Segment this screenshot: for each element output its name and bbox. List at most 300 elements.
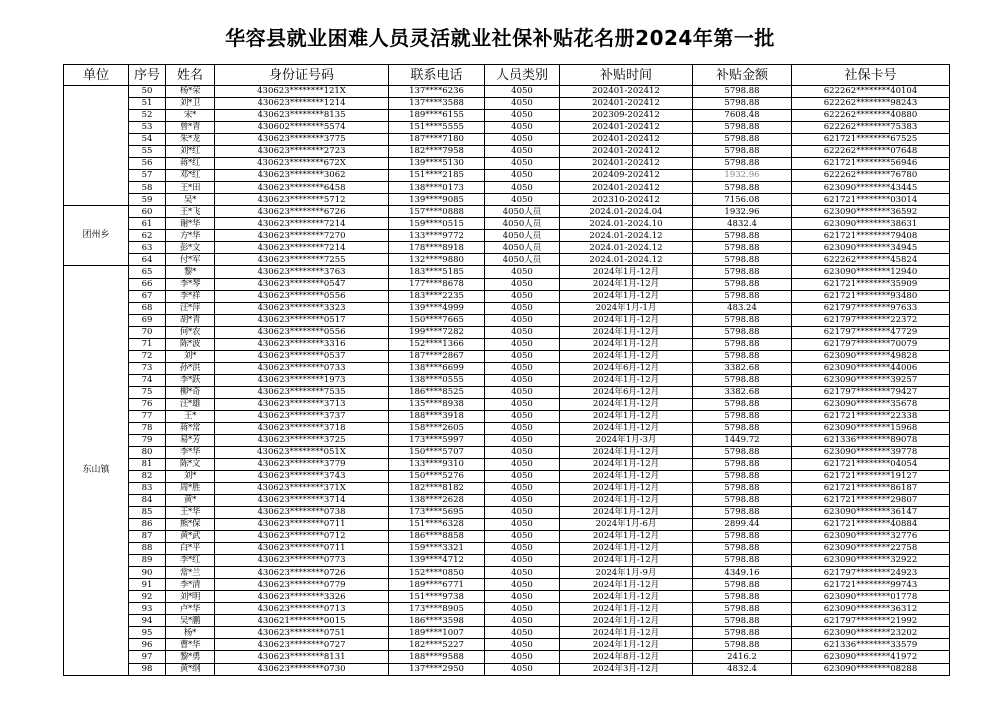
id-number: 430623********5712 [215, 194, 389, 206]
social-security-card-number: 623090********44006 [792, 362, 950, 374]
social-security-card-number: 623090********12940 [792, 266, 950, 278]
phone-number: 151****2185 [389, 170, 485, 182]
phone-number: 151****6328 [389, 519, 485, 531]
social-security-card-number: 621721********93480 [792, 290, 950, 302]
phone-number: 187****2867 [389, 350, 485, 362]
subsidy-amount: 1932.96 [693, 170, 792, 182]
subsidy-period: 202409-202412 [560, 170, 693, 182]
subsidy-amount: 4832.4 [693, 663, 792, 676]
subsidy-period: 2024年1月-12月 [560, 374, 693, 386]
subsidy-amount: 5798.88 [693, 326, 792, 338]
social-security-card-number: 621797********47729 [792, 326, 950, 338]
person-name: 刘*明 [166, 591, 215, 603]
row-number: 83 [129, 483, 166, 495]
social-security-card-number: 622262********98243 [792, 98, 950, 110]
subsidy-period: 2024年8月-12月 [560, 651, 693, 663]
id-number: 430623********0727 [215, 639, 389, 651]
subsidy-amount: 1932.96 [693, 206, 792, 218]
row-number: 77 [129, 410, 166, 422]
person-name: 李*祥 [166, 290, 215, 302]
table-row [64, 194, 950, 206]
person-category: 4050 [485, 471, 560, 483]
person-name: 王*华 [166, 507, 215, 519]
person-category: 4050 [485, 86, 560, 98]
phone-number: 151****9738 [389, 591, 485, 603]
subsidy-period: 2024年1月-12月 [560, 422, 693, 434]
subsidy-amount: 1449.72 [693, 434, 792, 446]
row-number: 81 [129, 458, 166, 470]
id-number: 430623********121X [215, 86, 389, 98]
person-category: 4050 [485, 639, 560, 651]
social-security-card-number: 623090********49828 [792, 350, 950, 362]
phone-number: 138****0555 [389, 374, 485, 386]
person-category: 4050 [485, 338, 560, 350]
id-number: 430623********0547 [215, 278, 389, 290]
person-name: 王*飞 [166, 206, 215, 218]
subsidy-amount: 5798.88 [693, 579, 792, 591]
person-category: 4050 [485, 374, 560, 386]
subsidy-amount: 5798.88 [693, 122, 792, 134]
social-security-card-number: 621721********22338 [792, 410, 950, 422]
table-row [64, 398, 950, 410]
id-number: 430623********0726 [215, 567, 389, 579]
table-row [64, 434, 950, 446]
id-number: 430623********0779 [215, 579, 389, 591]
page-title: 华容县就业困难人员灵活就业社保补贴花名册2024年第一批 [225, 26, 775, 50]
subsidy-period: 202401-202412 [560, 158, 693, 170]
table-row [64, 663, 950, 676]
row-number: 88 [129, 543, 166, 555]
person-name: 宋* [166, 110, 215, 122]
id-number: 430623********0556 [215, 290, 389, 302]
id-number: 430623********3718 [215, 422, 389, 434]
id-number: 430623********7214 [215, 218, 389, 230]
person-name: 陈*波 [166, 338, 215, 350]
phone-number: 132****9880 [389, 254, 485, 266]
person-category: 4050 [485, 266, 560, 278]
phone-number: 188****3918 [389, 410, 485, 422]
social-security-card-number: 623090********35678 [792, 398, 950, 410]
row-number: 59 [129, 194, 166, 206]
person-name: 汪*雄 [166, 398, 215, 410]
table-row [64, 278, 950, 290]
subsidy-amount: 5798.88 [693, 458, 792, 470]
table-row [64, 615, 950, 627]
person-name: 方*华 [166, 230, 215, 242]
table-row [64, 446, 950, 458]
person-category: 4050 [485, 422, 560, 434]
column-header: 身份证号码 [215, 65, 389, 86]
person-category: 4050 [485, 495, 560, 507]
person-category: 4050 [485, 446, 560, 458]
person-category: 4050 [485, 158, 560, 170]
row-number: 78 [129, 422, 166, 434]
subsidy-amount: 5798.88 [693, 471, 792, 483]
subsidy-period: 202401-202412 [560, 182, 693, 194]
row-number: 61 [129, 218, 166, 230]
subsidy-period: 2024年6月-12月 [560, 362, 693, 374]
person-category: 4050 [485, 579, 560, 591]
table-row [64, 422, 950, 434]
id-number: 430623********3725 [215, 434, 389, 446]
subsidy-period: 2024年1月-12月 [560, 314, 693, 326]
subsidy-period: 2024年1月-12月 [560, 579, 693, 591]
subsidy-amount: 5798.88 [693, 98, 792, 110]
column-header: 人员类别 [485, 65, 560, 86]
subsidy-amount: 5798.88 [693, 627, 792, 639]
id-number: 430623********7535 [215, 386, 389, 398]
person-name: 蒋*常 [166, 422, 215, 434]
phone-number: 199****7282 [389, 326, 485, 338]
subsidy-amount: 5798.88 [693, 290, 792, 302]
person-name: 黎*勇 [166, 651, 215, 663]
phone-number: 186****8525 [389, 386, 485, 398]
row-number: 84 [129, 495, 166, 507]
person-name: 白*平 [166, 543, 215, 555]
phone-number: 189****6155 [389, 110, 485, 122]
phone-number: 177****8678 [389, 278, 485, 290]
subsidy-amount: 5798.88 [693, 338, 792, 350]
social-security-card-number: 623090********39257 [792, 374, 950, 386]
table-row [64, 170, 950, 182]
subsidy-period: 2024年1月-12月 [560, 471, 693, 483]
person-name: 常*兰 [166, 567, 215, 579]
social-security-card-number: 621721********40884 [792, 519, 950, 531]
row-number: 74 [129, 374, 166, 386]
row-number: 64 [129, 254, 166, 266]
phone-number: 137****3588 [389, 98, 485, 110]
subsidy-amount: 483.24 [693, 302, 792, 314]
phone-number: 138****2628 [389, 495, 485, 507]
subsidy-amount: 5798.88 [693, 134, 792, 146]
row-number: 97 [129, 651, 166, 663]
unit-cell: 团州乡 [64, 206, 129, 266]
subsidy-period: 2024年1月-12月 [560, 531, 693, 543]
social-security-card-number: 621721********56946 [792, 158, 950, 170]
subsidy-amount: 5798.88 [693, 446, 792, 458]
table-row [64, 86, 950, 98]
phone-number: 152****0850 [389, 567, 485, 579]
person-name: 杨* [166, 627, 215, 639]
column-header: 社保卡号 [792, 65, 950, 86]
subsidy-amount: 7608.48 [693, 110, 792, 122]
social-security-card-number: 623090********15968 [792, 422, 950, 434]
subsidy-period: 2024年1月-6月 [560, 519, 693, 531]
row-number: 86 [129, 519, 166, 531]
id-number: 430623********0773 [215, 555, 389, 567]
person-category: 4050 [485, 314, 560, 326]
table-row [64, 266, 950, 278]
person-name: 汪*萍 [166, 302, 215, 314]
table-row [64, 134, 950, 146]
person-category: 4050 [485, 410, 560, 422]
social-security-card-number: 621797********22372 [792, 314, 950, 326]
id-number: 430623********8135 [215, 110, 389, 122]
subsidy-period: 2024.01-2024.12 [560, 254, 693, 266]
row-number: 58 [129, 182, 166, 194]
row-number: 72 [129, 350, 166, 362]
table-row [64, 651, 950, 663]
subsidy-period: 2024.01-2024.04 [560, 206, 693, 218]
person-category: 4050 [485, 458, 560, 470]
subsidy-period: 2024年1月-12月 [560, 483, 693, 495]
subsidy-amount: 5798.88 [693, 374, 792, 386]
subsidy-period: 2024年1月-12月 [560, 266, 693, 278]
subsidy-amount: 5798.88 [693, 603, 792, 615]
social-security-card-number: 623090********32922 [792, 555, 950, 567]
unit-cell [64, 86, 129, 206]
row-number: 53 [129, 122, 166, 134]
phone-number: 183****5185 [389, 266, 485, 278]
id-number: 430623********3062 [215, 170, 389, 182]
subsidy-amount: 5798.88 [693, 543, 792, 555]
subsidy-period: 2024年1月-12月 [560, 603, 693, 615]
subsidy-period: 2024年1月-12月 [560, 338, 693, 350]
person-name: 何*农 [166, 326, 215, 338]
phone-number: 150****5276 [389, 471, 485, 483]
id-number: 430623********1973 [215, 374, 389, 386]
table-row [64, 483, 950, 495]
social-security-card-number: 623090********32776 [792, 531, 950, 543]
subsidy-amount: 2416.2 [693, 651, 792, 663]
person-name: 李*华 [166, 446, 215, 458]
subsidy-amount: 5798.88 [693, 350, 792, 362]
subsidy-period: 202309-202412 [560, 110, 693, 122]
subsidy-amount: 5798.88 [693, 507, 792, 519]
person-name: 黎* [166, 266, 215, 278]
social-security-card-number: 623090********36592 [792, 206, 950, 218]
table-row [64, 254, 950, 266]
subsidy-period: 2024年1月-9月 [560, 567, 693, 579]
social-security-card-number: 623090********01778 [792, 591, 950, 603]
subsidy-period: 2024年1月-12月 [560, 591, 693, 603]
social-security-card-number: 623090********34945 [792, 242, 950, 254]
subsidy-amount: 5798.88 [693, 555, 792, 567]
person-category: 4050 [485, 603, 560, 615]
table-row [64, 218, 950, 230]
table-row [64, 302, 950, 314]
id-number: 430623********672X [215, 158, 389, 170]
person-category: 4050 [485, 302, 560, 314]
social-security-card-number: 621797********21992 [792, 615, 950, 627]
table-row [64, 338, 950, 350]
table-row [64, 495, 950, 507]
phone-number: 173****8905 [389, 603, 485, 615]
subsidy-amount: 5798.88 [693, 146, 792, 158]
row-number: 92 [129, 591, 166, 603]
person-name: 谢*华 [166, 218, 215, 230]
phone-number: 182****8182 [389, 483, 485, 495]
social-security-card-number: 621336********33579 [792, 639, 950, 651]
row-number: 76 [129, 398, 166, 410]
id-number: 430602********5574 [215, 122, 389, 134]
subsidy-amount: 5798.88 [693, 314, 792, 326]
id-number: 430623********3779 [215, 458, 389, 470]
subsidy-period: 202401-202412 [560, 134, 693, 146]
row-number: 70 [129, 326, 166, 338]
person-category: 4050 [485, 483, 560, 495]
table-row [64, 290, 950, 302]
subsidy-period: 202401-202412 [560, 146, 693, 158]
person-name: 熊*保 [166, 519, 215, 531]
subsidy-period: 2024年3月-12月 [560, 663, 693, 676]
id-number: 430623********0733 [215, 362, 389, 374]
row-number: 82 [129, 471, 166, 483]
social-security-card-number: 621721********35909 [792, 278, 950, 290]
id-number: 430623********3323 [215, 302, 389, 314]
subsidy-period: 202401-202412 [560, 86, 693, 98]
social-security-card-number: 621721********79408 [792, 230, 950, 242]
person-name: 柳*奇 [166, 386, 215, 398]
subsidy-period: 2024年1月-12月 [560, 278, 693, 290]
social-security-card-number: 623090********23202 [792, 627, 950, 639]
person-category: 4050 [485, 567, 560, 579]
id-number: 430623********3737 [215, 410, 389, 422]
subsidy-period: 2024年1月-12月 [560, 458, 693, 470]
subsidy-period: 2024年1月-12月 [560, 615, 693, 627]
subsidy-period: 202310-202412 [560, 194, 693, 206]
phone-number: 188****9588 [389, 651, 485, 663]
id-number: 430623********0713 [215, 603, 389, 615]
id-number: 430623********1214 [215, 98, 389, 110]
subsidy-period: 2024年1月-12月 [560, 555, 693, 567]
phone-number: 152****1366 [389, 338, 485, 350]
person-category: 4050 [485, 627, 560, 639]
table-row [64, 326, 950, 338]
table-row [64, 458, 950, 470]
person-name: 周*胜 [166, 483, 215, 495]
subsidy-period: 2024年1月-1月 [560, 302, 693, 314]
column-header: 单位 [64, 65, 129, 86]
row-number: 54 [129, 134, 166, 146]
table-row [64, 410, 950, 422]
person-category: 4050 [485, 122, 560, 134]
subsidy-amount: 5798.88 [693, 591, 792, 603]
person-category: 4050 [485, 134, 560, 146]
row-number: 73 [129, 362, 166, 374]
subsidy-roster-table [63, 64, 950, 676]
table-row [64, 242, 950, 254]
phone-number: 159****0515 [389, 218, 485, 230]
table-row [64, 639, 950, 651]
id-number: 430623********3713 [215, 398, 389, 410]
subsidy-period: 202401-202412 [560, 98, 693, 110]
social-security-card-number: 621336********89078 [792, 434, 950, 446]
social-security-card-number: 621721********19127 [792, 471, 950, 483]
table-row [64, 122, 950, 134]
phone-number: 173****5695 [389, 507, 485, 519]
row-number: 52 [129, 110, 166, 122]
person-name: 吴* [166, 194, 215, 206]
table-row [64, 206, 950, 218]
person-name: 蒋*红 [166, 158, 215, 170]
subsidy-amount: 5798.88 [693, 410, 792, 422]
id-number: 430623********3763 [215, 266, 389, 278]
row-number: 60 [129, 206, 166, 218]
social-security-card-number: 623090********36312 [792, 603, 950, 615]
table-row [64, 471, 950, 483]
table-row [64, 555, 950, 567]
subsidy-amount: 5798.88 [693, 483, 792, 495]
subsidy-period: 2024年1月-12月 [560, 350, 693, 362]
row-number: 75 [129, 386, 166, 398]
phone-number: 158****2605 [389, 422, 485, 434]
subsidy-period: 2024年1月-12月 [560, 495, 693, 507]
subsidy-amount: 5798.88 [693, 266, 792, 278]
person-category: 4050 [485, 531, 560, 543]
person-category: 4050人员 [485, 254, 560, 266]
subsidy-amount: 5798.88 [693, 615, 792, 627]
subsidy-period: 2024年1月-3月 [560, 434, 693, 446]
person-category: 4050人员 [485, 230, 560, 242]
subsidy-amount: 4832.4 [693, 218, 792, 230]
subsidy-period: 2024年1月-12月 [560, 507, 693, 519]
person-name: 李*红 [166, 555, 215, 567]
row-number: 71 [129, 338, 166, 350]
id-number: 430623********0751 [215, 627, 389, 639]
social-security-card-number: 623090********41972 [792, 651, 950, 663]
social-security-card-number: 621797********70079 [792, 338, 950, 350]
table-row [64, 110, 950, 122]
person-name: 邓*红 [166, 170, 215, 182]
table-row [64, 579, 950, 591]
subsidy-amount: 5798.88 [693, 158, 792, 170]
phone-number: 183****2235 [389, 290, 485, 302]
phone-number: 139****4712 [389, 555, 485, 567]
person-category: 4050 [485, 651, 560, 663]
column-header: 序号 [129, 65, 166, 86]
phone-number: 159****3321 [389, 543, 485, 555]
person-name: 卢*华 [166, 603, 215, 615]
subsidy-amount: 5798.88 [693, 495, 792, 507]
id-number: 430623********0711 [215, 519, 389, 531]
person-category: 4050 [485, 326, 560, 338]
person-name: 黄*武 [166, 531, 215, 543]
person-category: 4050 [485, 110, 560, 122]
column-header: 姓名 [166, 65, 215, 86]
unit-cell: 东山镇 [64, 266, 129, 676]
id-number: 430623********051X [215, 446, 389, 458]
subsidy-period: 2024年6月-12月 [560, 386, 693, 398]
row-number: 57 [129, 170, 166, 182]
row-number: 79 [129, 434, 166, 446]
table-row [64, 374, 950, 386]
phone-number: 139****5130 [389, 158, 485, 170]
person-name: 易*芳 [166, 434, 215, 446]
row-number: 50 [129, 86, 166, 98]
id-number: 430623********0730 [215, 663, 389, 676]
person-category: 4050 [485, 290, 560, 302]
phone-number: 186****3598 [389, 615, 485, 627]
subsidy-period: 2024年1月-12月 [560, 398, 693, 410]
phone-number: 139****4999 [389, 302, 485, 314]
row-number: 56 [129, 158, 166, 170]
phone-number: 150****7665 [389, 314, 485, 326]
subsidy-period: 2024年1月-12月 [560, 326, 693, 338]
id-number: 430623********7214 [215, 242, 389, 254]
person-name: 李*跃 [166, 374, 215, 386]
id-number: 430623********2723 [215, 146, 389, 158]
id-number: 430623********0556 [215, 326, 389, 338]
person-category: 4050 [485, 434, 560, 446]
person-category: 4050 [485, 146, 560, 158]
subsidy-period: 2024年1月-12月 [560, 410, 693, 422]
phone-number: 133****9772 [389, 230, 485, 242]
row-number: 90 [129, 567, 166, 579]
id-number: 430623********6458 [215, 182, 389, 194]
id-number: 430621********0015 [215, 615, 389, 627]
person-name: 黄* [166, 495, 215, 507]
